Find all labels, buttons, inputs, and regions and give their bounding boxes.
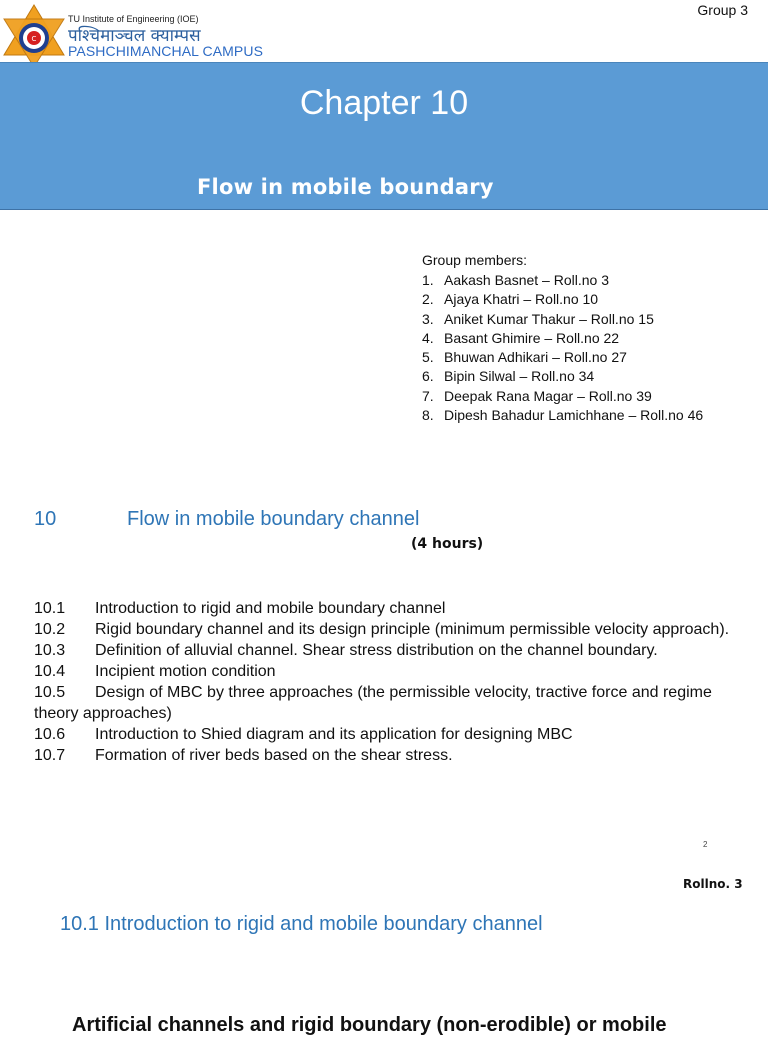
section-heading: 10.1 Introduction to rigid and mobile boundary channel	[60, 913, 543, 935]
topic-number: 10.7	[34, 747, 66, 764]
topic-list	[34, 598, 734, 766]
list-item	[422, 387, 703, 406]
member-name: Bipin Silwal – Roll.no 34	[444, 368, 595, 385]
topic-number: 10.6	[34, 726, 66, 743]
member-number: 2.	[422, 291, 434, 308]
member-number: 5.	[422, 349, 434, 366]
member-number: 7.	[422, 387, 434, 404]
member-name: Dipesh Bahadur Lamichhane – Roll.no 46	[444, 407, 704, 424]
page-number: 2	[703, 840, 708, 849]
topic-number: 10.1	[34, 600, 66, 617]
members-list	[422, 271, 703, 425]
topic-item	[34, 661, 734, 682]
list-item	[422, 406, 703, 425]
topic-text: Incipient motion condition	[95, 663, 276, 680]
member-number: 6.	[422, 368, 434, 385]
member-number: 8.	[422, 407, 434, 424]
members-heading: Group members:	[422, 252, 528, 268]
topic-item	[34, 724, 734, 745]
member-name: Bhuwan Adhikari – Roll.no 27	[444, 349, 627, 366]
member-number: 1.	[422, 272, 434, 288]
list-item	[422, 367, 703, 386]
section-title: Flow in mobile boundary channel	[127, 508, 420, 530]
member-name: Aniket Kumar Thakur – Roll.no 15	[444, 310, 654, 327]
institute-name-small: TU Institute of Engineering (IOE)	[68, 14, 199, 24]
list-item	[422, 310, 703, 329]
body-text-cutoff: Artificial channels and rigid boundary (non-erodible) or mobile	[72, 1014, 667, 1036]
section-number: 10	[34, 508, 57, 530]
topic-text: Definition of alluvial channel. Shear stress distribution on the channel boundary.	[95, 642, 658, 659]
group-tag: Group 3	[697, 2, 748, 18]
list-item	[422, 271, 703, 290]
topic-text: Design of MBC by three approaches (the permissible velocity, tractive force and regime theory approaches)	[34, 684, 712, 722]
topic-item	[34, 640, 734, 661]
campus-logo	[2, 3, 66, 69]
roll-number-label: Rollno. 3	[683, 877, 743, 891]
topic-text: Rigid boundary channel and its design principle (minimum permissible velocity approach).	[95, 621, 730, 638]
topic-item	[34, 745, 734, 766]
topic-text: Introduction to rigid and mobile boundary channel	[95, 600, 446, 617]
list-item	[422, 290, 703, 309]
chapter-title: Chapter 10	[299, 84, 469, 122]
topic-number: 10.4	[34, 663, 66, 680]
topic-item	[34, 682, 734, 724]
topic-item	[34, 598, 734, 619]
list-item	[422, 348, 703, 367]
topic-item	[34, 619, 734, 640]
svg-text:C: C	[31, 35, 37, 43]
topic-number: 10.3	[34, 642, 66, 659]
hours-label: (4 hours)	[411, 536, 484, 552]
member-name: Deepak Rana Magar – Roll.no 39	[444, 387, 652, 404]
topic-text: Introduction to Shied diagram and its application for designing MBC	[95, 726, 573, 743]
member-number: 4.	[422, 329, 434, 346]
topic-number: 10.5	[34, 684, 66, 701]
topic-text: Formation of river beds based on the shear stress.	[95, 747, 453, 764]
campus-name-english: PASHCHIMANCHAL CAMPUS	[68, 43, 264, 59]
topic-number: 10.2	[34, 621, 66, 638]
list-item	[422, 329, 703, 348]
chapter-subtitle: Flow in mobile boundary	[197, 175, 494, 199]
member-name: Basant Ghimire – Roll.no 22	[444, 329, 620, 346]
member-name: Aakash Basnet – Roll.no 3	[444, 272, 609, 288]
campus-name-nepali: पश्चिमाञ्चल क्याम्पस	[68, 26, 201, 46]
member-name: Ajaya Khatri – Roll.no 10	[444, 291, 599, 308]
member-number: 3.	[422, 310, 434, 327]
